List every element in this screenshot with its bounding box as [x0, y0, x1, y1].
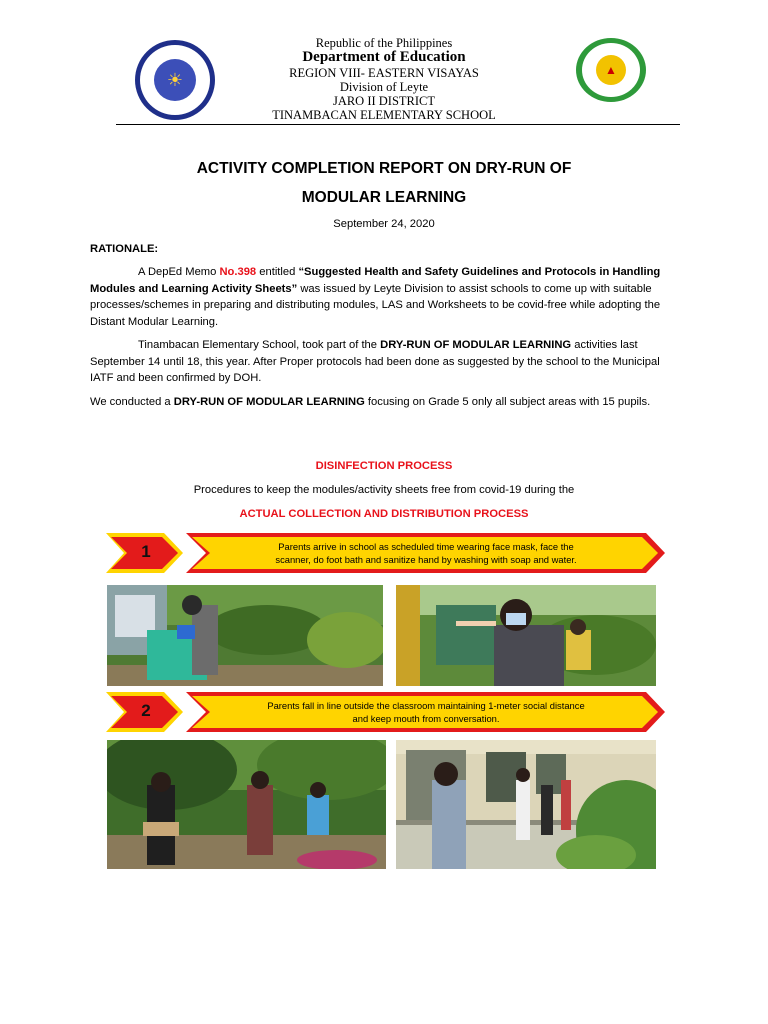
step-2-number: 2 — [141, 701, 151, 720]
photo-classroom-line — [396, 740, 656, 869]
p2-bold: DRY-RUN OF MODULAR LEARNING — [380, 339, 572, 351]
step-2-line-1: Parents fall in line outside the classroom maintaining 1-meter social distance — [267, 700, 585, 711]
step-2-text — [214, 699, 638, 725]
memo-title: “Suggested Health and Safety Guidelines and Protocols in Handling Modules and Learning Activity Sheets” — [90, 266, 661, 295]
photo-parents-in-line — [107, 740, 386, 869]
step-1-line-2: scanner, do foot bath and sanitize hand by washing with soap and water. — [275, 554, 577, 565]
p2-text-b: activities last September 14 until 18, this year. After Proper protocols had been done as suggested by the school to the Municipal IATF and been confirmed by DOH. — [90, 339, 660, 384]
rationale-paragraph-1 — [90, 264, 676, 330]
photo-parent-footbath — [107, 585, 383, 686]
school-line: TINAMBACAN ELEMENTARY SCHOOL — [272, 108, 496, 122]
step-1-line-1: Parents arrive in school as scheduled time wearing face mask, face the — [278, 541, 574, 552]
district-line: JARO II DISTRICT — [332, 94, 436, 108]
process-subheading: ACTUAL COLLECTION AND DISTRIBUTION PROCESS — [239, 508, 529, 520]
division-of-leyte-seal-icon: ▲ — [576, 38, 646, 102]
photo-temperature-scan — [396, 585, 656, 686]
memo-number: No.398 — [219, 266, 257, 278]
rationale-paragraph-2 — [90, 337, 676, 387]
disinfection-heading: DISINFECTION PROCESS — [315, 460, 453, 472]
p3-text-b: focusing on Grade 5 only all subject areas with 15 pupils. — [364, 396, 651, 408]
header-divider — [116, 124, 680, 125]
department-line: Department of Education — [302, 49, 466, 65]
rationale-heading: RATIONALE: — [90, 243, 159, 255]
region-line: REGION VIII- EASTERN VISAYAS — [289, 66, 479, 80]
step-1-text — [214, 540, 638, 566]
report-date: September 24, 2020 — [333, 218, 435, 230]
p1-text-b: entitled — [256, 266, 299, 278]
p1-text-a: A DepEd Memo — [138, 266, 220, 278]
p3-bold: DRY-RUN OF MODULAR LEARNING — [173, 396, 365, 408]
p1-text-c: was issued by Leyte Division to assist schools to come up with suitable processes/schemes in preparing and distributing modules, LAS and Worksheets to be covid-free while adopting the Distant Modular Learning. — [90, 282, 661, 328]
report-title-line2: MODULAR LEARNING — [301, 189, 467, 206]
report-title-line1: ACTIVITY COMPLETION REPORT ON DRY-RUN OF — [196, 160, 572, 177]
process-intro: Procedures to keep the modules/activity sheets free from covid-19 during the — [193, 484, 575, 496]
p2-text-a: Tinambacan Elementary School, took part of the — [138, 339, 381, 351]
step-1-number: 1 — [141, 542, 151, 561]
republic-line: Republic of the Philippines — [315, 36, 453, 50]
p3-text-a: We conducted a — [90, 396, 174, 408]
deped-seal-icon: ☀ — [135, 40, 215, 120]
step-2-line-2: and keep mouth from conversation. — [352, 713, 500, 724]
division-line: Division of Leyte — [339, 80, 429, 94]
rationale-paragraph-3 — [90, 394, 676, 411]
